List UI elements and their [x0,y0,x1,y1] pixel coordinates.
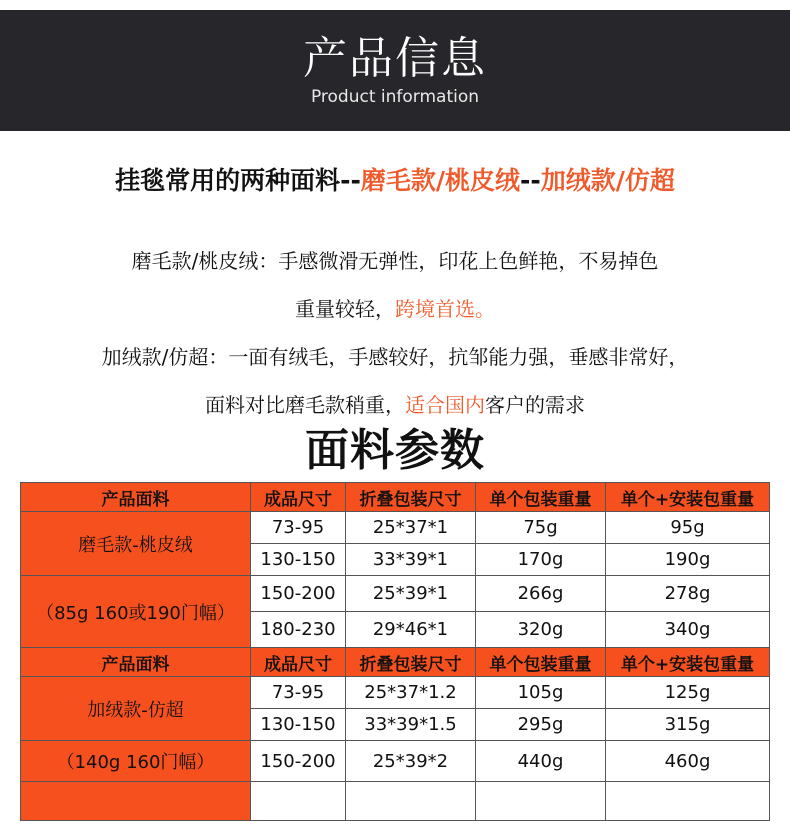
table-cell: 278g [606,576,770,612]
table-cell: 150-200 [251,741,346,782]
table-row-empty [21,782,770,821]
table-cell: 33*39*1.5 [346,709,476,741]
table-cell: 190g [606,544,770,576]
table-cell: 25*39*1 [346,576,476,612]
empty-cell [346,782,476,821]
table-row [21,741,770,782]
empty-cell [251,782,346,821]
banner-title: 产品信息 [303,33,487,84]
table-cell: 25*37*1.2 [346,677,476,709]
desc2-line2 [0,390,790,420]
table-header-row [21,483,770,512]
table-cell: 170g [476,544,606,576]
table-cell: 75g [476,512,606,544]
empty-cell [606,782,770,821]
table-cell: 95g [606,512,770,544]
fabric-headline [0,163,790,199]
table-cell: 73-95 [251,677,346,709]
table-cell: 130-150 [251,544,346,576]
headline-prefix: 挂毯常用的两种面料-- [115,166,361,195]
fabric-name-cell: 加绒款-仿超 [21,677,251,741]
header-cell: 折叠包装尺寸 [346,648,476,677]
table-cell: 25*37*1 [346,512,476,544]
headline-fabric1: 磨毛款/桃皮绒 [360,166,520,195]
table-cell: 340g [606,612,770,648]
table-row [21,576,770,612]
headline-fabric2: 加绒款/仿超 [540,166,675,195]
header-cell: 单个+安装包重量 [606,483,770,512]
table-cell: 33*39*1 [346,544,476,576]
headline-separator: -- [520,166,541,195]
desc1-line1: 磨毛款/桃皮绒：手感微滑无弹性，印花上色鲜艳，不易掉色 [131,249,659,273]
table-cell: 29*46*1 [346,612,476,648]
table-row [21,512,770,544]
table-cell: 315g [606,709,770,741]
desc2-line2-highlight: 适合国内 [405,393,485,417]
table-cell: 25*39*2 [346,741,476,782]
table-cell: 125g [606,677,770,709]
fabric-name-cell: 磨毛款-桃皮绒 [21,512,251,576]
empty-cell [21,782,251,821]
desc1-line2 [0,294,790,324]
empty-cell [476,782,606,821]
table-cell: 460g [606,741,770,782]
table-cell: 266g [476,576,606,612]
header-cell: 产品面料 [21,483,251,512]
table-header-row [21,648,770,677]
table-cell: 295g [476,709,606,741]
desc2-line2-text: 面料对比磨毛款稍重， [205,393,405,417]
section-title: 面料参数 [305,425,485,476]
header-cell: 产品面料 [21,648,251,677]
desc1-line2-text: 重量较轻， [295,297,395,321]
table-row [21,677,770,709]
fabric-spec-cell: （85g 160或190门幅） [21,576,251,648]
banner-subtitle: Product information [310,87,480,107]
header-cell: 单个包装重量 [476,483,606,512]
table-cell: 130-150 [251,709,346,741]
header-cell: 折叠包装尺寸 [346,483,476,512]
desc2-line2-suffix: 客户的需求 [485,393,585,417]
table-cell: 320g [476,612,606,648]
header-cell: 成品尺寸 [251,483,346,512]
header-cell: 成品尺寸 [251,648,346,677]
table-cell: 105g [476,677,606,709]
table-cell: 180-230 [251,612,346,648]
header-cell: 单个+安装包重量 [606,648,770,677]
fabric-params-table [20,482,770,821]
desc2-line1: 加绒款/仿超：一面有绒毛，手感较好，抗邹能力强，垂感非常好， [101,345,689,369]
table-cell: 440g [476,741,606,782]
table-cell: 150-200 [251,576,346,612]
header-cell: 单个包装重量 [476,648,606,677]
fabric-spec-cell: （140g 160门幅） [21,741,251,782]
header-banner [0,10,790,131]
table-cell: 73-95 [251,512,346,544]
desc1-line2-highlight: 跨境首选。 [395,297,495,321]
